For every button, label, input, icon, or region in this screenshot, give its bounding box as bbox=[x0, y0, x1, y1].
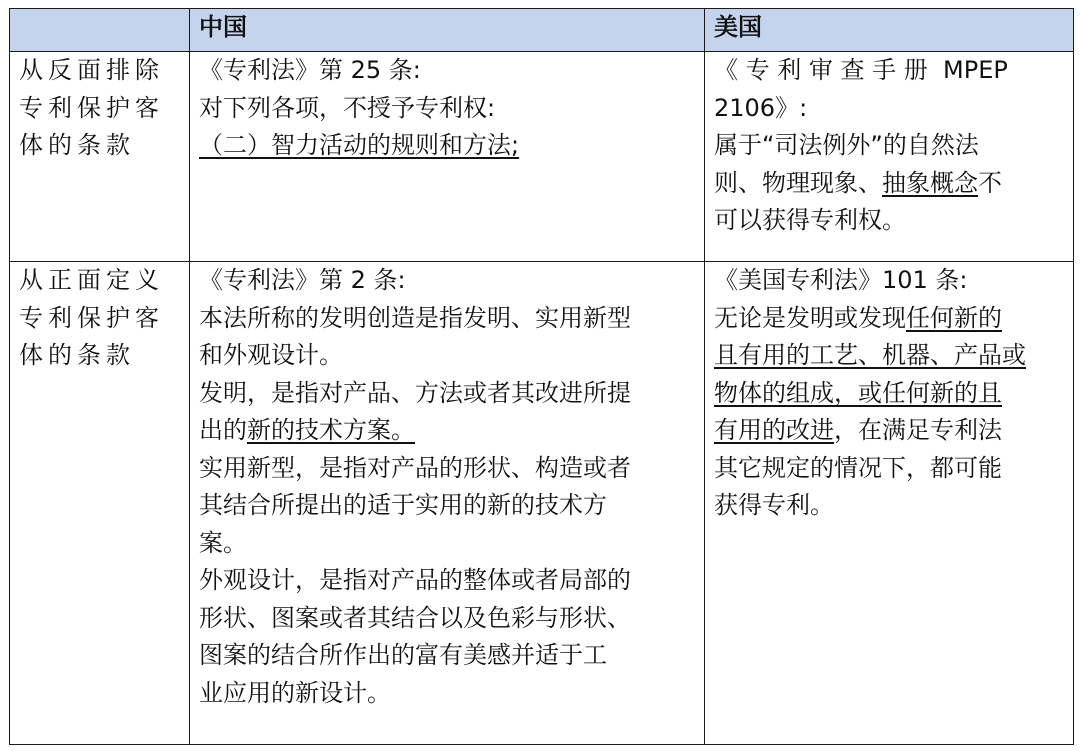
text-line: 其它规定的情况下，都可能 bbox=[714, 453, 1002, 482]
text-line: 可以获得专利权。 bbox=[714, 206, 906, 234]
text-line bbox=[714, 300, 1067, 338]
text-line: 其结合所提出的适于实用的新的技术方 bbox=[199, 491, 607, 519]
underlined-text: 且有用的工艺、机器、产品或 bbox=[714, 341, 1026, 369]
text-line bbox=[199, 412, 698, 450]
us-section-101-cell bbox=[705, 262, 1074, 745]
text-segment: 不 bbox=[978, 168, 1002, 197]
china-article-2-cell bbox=[190, 262, 705, 745]
china-article-25-cell bbox=[190, 52, 705, 262]
text-segment: 无论是发明或发现 bbox=[714, 303, 906, 332]
row-label-line: 专利保护客 bbox=[19, 303, 164, 332]
text-line: 《专利法》第 2 条: bbox=[199, 266, 406, 294]
row-label-positive bbox=[10, 262, 190, 745]
header-row bbox=[10, 9, 1074, 52]
text-line: 2106》: bbox=[714, 93, 808, 122]
header-us: 美国 bbox=[705, 9, 1074, 52]
underlined-text: 有用的改进 bbox=[714, 416, 834, 444]
text-line: 业应用的新设计。 bbox=[199, 678, 391, 707]
underlined-text: 新的技术方案。 bbox=[247, 416, 415, 444]
text-line: 属于“司法例外”的自然法 bbox=[714, 131, 979, 159]
text-line: 《 专 利 审 查 手 册 MPEP bbox=[714, 56, 1008, 84]
row-label-line: 体的条款 bbox=[19, 131, 135, 159]
row-label-line: 体的条款 bbox=[19, 341, 135, 369]
us-mpep-cell bbox=[705, 52, 1074, 262]
text-line: 图案的结合所作出的富有美感并适于工 bbox=[199, 641, 607, 669]
text-segment: 出的 bbox=[199, 416, 247, 444]
underlined-text: （二）智力活动的规则和方法; bbox=[199, 131, 520, 159]
table-row-negative-exclusion bbox=[10, 52, 1074, 262]
row-label-line: 从反面排除 bbox=[19, 56, 164, 84]
text-line: 本法所称的发明创造是指发明、实用新型 bbox=[199, 303, 631, 332]
comparison-table bbox=[9, 8, 1074, 745]
text-line: 《美国专利法》101 条: bbox=[714, 266, 968, 294]
text-line: 案。 bbox=[199, 528, 247, 557]
text-line: 外观设计，是指对产品的整体或者局部的 bbox=[199, 566, 631, 594]
text-line: 获得专利。 bbox=[714, 491, 834, 519]
row-label-negative bbox=[10, 52, 190, 262]
text-line: 实用新型，是指对产品的形状、构造或者 bbox=[199, 453, 631, 482]
row-label-line: 从正面定义 bbox=[19, 266, 164, 294]
row-label-line: 专利保护客 bbox=[19, 93, 164, 122]
underlined-text: 抽象概念 bbox=[882, 168, 978, 197]
text-line: 对下列各项，不授予专利权: bbox=[199, 93, 496, 122]
text-line bbox=[714, 165, 1067, 203]
table-row-positive-definition bbox=[10, 262, 1074, 745]
text-line: 形状、图案或者其结合以及色彩与形状、 bbox=[199, 603, 631, 632]
header-blank-cell bbox=[10, 9, 190, 52]
text-line: 和外观设计。 bbox=[199, 341, 343, 369]
text-line bbox=[714, 412, 1067, 450]
underlined-text: 物体的组成，或任何新的且 bbox=[714, 378, 1002, 407]
header-china: 中国 bbox=[190, 9, 705, 52]
text-segment: ，在满足专利法 bbox=[834, 416, 1002, 444]
text-line: 发明，是指对产品、方法或者其改进所提 bbox=[199, 378, 631, 407]
text-line: 《专利法》第 25 条: bbox=[199, 56, 421, 84]
underlined-text: 任何新的 bbox=[906, 303, 1002, 332]
text-segment: 则、物理现象、 bbox=[714, 168, 882, 197]
